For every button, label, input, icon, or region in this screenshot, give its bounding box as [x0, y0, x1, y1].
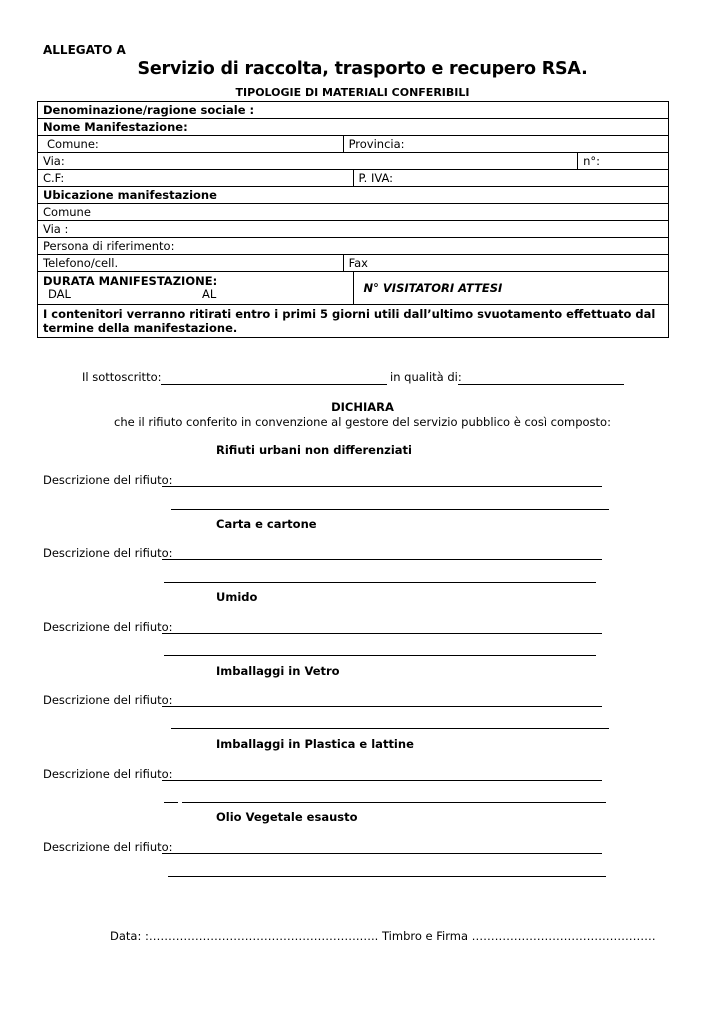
description-line-2[interactable] — [164, 655, 596, 656]
cf-field[interactable]: C.F: — [38, 170, 354, 187]
al-label: AL — [202, 287, 217, 301]
category-title: Carta e cartone — [216, 517, 317, 531]
description-label: Descrizione del rifiuto: — [43, 840, 173, 854]
document-title: Servizio di raccolta, trasporto e recupero RSA. — [137, 59, 588, 79]
description-label: Descrizione del rifiuto: — [43, 620, 173, 634]
description-label: Descrizione del rifiuto: — [43, 767, 173, 781]
dal-label: DAL — [48, 287, 71, 301]
description-line-2a[interactable] — [164, 802, 178, 803]
nome-manifestazione-field[interactable]: Nome Manifestazione: — [38, 119, 669, 136]
form-row-ubicazione — [38, 187, 669, 204]
ubic-comune-field[interactable]: Comune — [38, 204, 669, 221]
durata-label: DURATA MANIFESTAZIONE: — [43, 274, 218, 288]
description-label: Descrizione del rifiuto: — [43, 693, 173, 707]
durata-field[interactable] — [38, 272, 354, 305]
form-row-telefono — [38, 255, 669, 272]
form-row-cf — [38, 170, 669, 187]
via-field[interactable]: Via: — [38, 153, 578, 170]
category-title: Olio Vegetale esausto — [216, 810, 358, 824]
denominazione-field[interactable]: Denominazione/ragione sociale : — [38, 102, 669, 119]
form-row-note — [38, 305, 669, 338]
description-line[interactable] — [162, 780, 602, 781]
comune-field[interactable] — [38, 136, 344, 153]
form-row-ubic-comune — [38, 204, 669, 221]
form-row-ubic-via — [38, 221, 669, 238]
description-line-2[interactable] — [168, 876, 606, 877]
sottoscritto-label: Il sottoscritto: — [82, 370, 162, 384]
data-label: Data: : — [110, 929, 149, 943]
form-row-via — [38, 153, 669, 170]
data-field[interactable]: ……………………………………………….….. — [148, 929, 379, 943]
visitatori-field[interactable]: N° VISITATORI ATTESI — [353, 272, 668, 305]
description-line[interactable] — [162, 486, 602, 487]
category-title: Rifiuti urbani non differenziati — [216, 443, 412, 457]
comune-label: Comune: — [47, 137, 99, 151]
numero-field[interactable]: n°: — [578, 153, 669, 170]
ritiro-note: I contenitori verranno ritirati entro i primi 5 giorni utili dall’ultimo svuotamento effettuato dal termine della manifestazione. — [38, 305, 669, 338]
description-line-2b[interactable] — [182, 802, 606, 803]
provincia-field[interactable]: Provincia: — [343, 136, 668, 153]
description-line[interactable] — [162, 706, 602, 707]
description-line[interactable] — [162, 633, 602, 634]
sottoscritto-input-line[interactable] — [161, 384, 387, 385]
telefono-field[interactable]: Telefono/cell. — [38, 255, 344, 272]
piva-field[interactable]: P. IVA: — [353, 170, 668, 187]
description-line-2[interactable] — [164, 582, 596, 583]
ubic-via-field[interactable]: Via : — [38, 221, 669, 238]
form-row-persona — [38, 238, 669, 255]
document-subtitle: TIPOLOGIE DI MATERIALI CONFERIBILI — [235, 86, 470, 99]
description-line[interactable] — [162, 853, 602, 854]
form-row-comune — [38, 136, 669, 153]
fax-field[interactable]: Fax — [343, 255, 668, 272]
category-title: Umido — [216, 590, 258, 604]
timbro-field[interactable]: ………………………………………… — [471, 929, 656, 943]
dichiara-text: che il rifiuto conferito in convenzione al gestore del servizio pubblico è così composto: — [114, 415, 611, 429]
description-line-2[interactable] — [171, 509, 609, 510]
qualita-input-line[interactable] — [458, 384, 624, 385]
form-row-durata — [38, 272, 669, 305]
description-label: Descrizione del rifiuto: — [43, 473, 173, 487]
category-title: Imballaggi in Vetro — [216, 664, 340, 678]
qualita-label: in qualità di: — [390, 370, 462, 384]
footer-line — [110, 929, 656, 943]
category-title: Imballaggi in Plastica e lattine — [216, 737, 414, 751]
form-row-nome — [38, 119, 669, 136]
timbro-label: Timbro e Firma — [382, 929, 469, 943]
description-label: Descrizione del rifiuto: — [43, 546, 173, 560]
description-line-2[interactable] — [171, 728, 609, 729]
applicant-form-table — [37, 101, 669, 338]
description-line[interactable] — [162, 559, 602, 560]
form-row-denominazione — [38, 102, 669, 119]
dichiara-heading: DICHIARA — [331, 400, 394, 414]
ubicazione-heading: Ubicazione manifestazione — [38, 187, 669, 204]
persona-field[interactable]: Persona di riferimento: — [38, 238, 669, 255]
allegato-label: ALLEGATO A — [43, 43, 126, 57]
